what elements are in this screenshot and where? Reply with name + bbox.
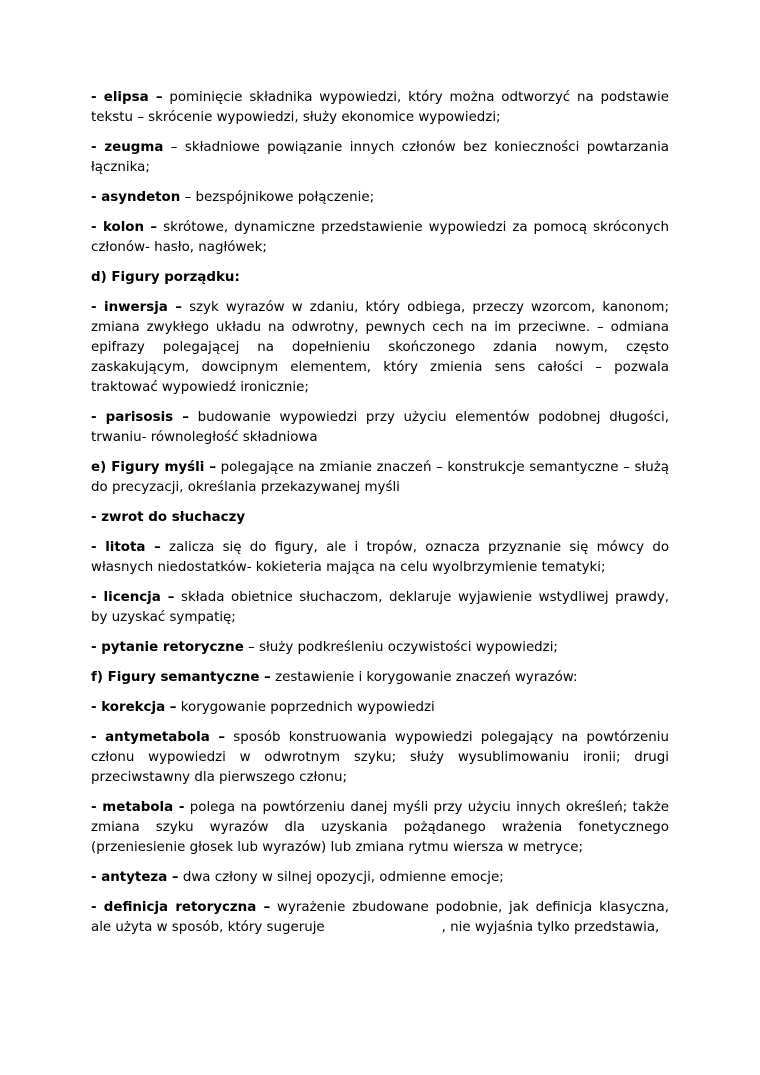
section-heading: f) Figury semantyczne – bbox=[91, 670, 271, 685]
term-label: - definicja retoryczna – bbox=[91, 900, 271, 915]
paragraph-parisosis bbox=[91, 408, 669, 448]
definition-text: skrótowe, dynamiczne przedstawienie wypowiedzi za pomocą skróconych członów- hasło, nagłówek; bbox=[91, 220, 669, 255]
paragraph-antyteza bbox=[91, 868, 669, 888]
definition-text: polegające na zmianie znaczeń – konstrukcje semantyczne – służą do precyzacji, określania przekazywanej myśli bbox=[91, 460, 669, 495]
paragraph-zeugma bbox=[91, 138, 669, 178]
definition-text: korygowanie poprzednich wypowiedzi bbox=[176, 700, 435, 715]
paragraph-elipsa bbox=[91, 88, 669, 128]
paragraph-korekcja bbox=[91, 698, 669, 718]
section-heading-figury-mysli bbox=[91, 458, 669, 498]
definition-text: sposób konstruowania wypowiedzi polegający na powtórzeniu członu wypowiedzi w odwrotnym szyku; służy wysublimowaniu ironii; drugi przeciwstawny dla pierwszego członu; bbox=[91, 730, 669, 785]
paragraph-zwrot-do-sluchaczy bbox=[91, 508, 669, 528]
definition-text: polega na powtórzeniu danej myśli przy użyciu innych określeń; także zmiana szyku wyrazów dla uzyskania pożądanego wrażenia fonetycznego (przeniesienie głosek lub wyrazów) lub zmiana rytmu wiersza w metryce; bbox=[91, 800, 670, 855]
section-heading: e) Figury myśli – bbox=[91, 460, 217, 475]
definition-text: – służy podkreśleniu oczywistości wypowiedzi; bbox=[243, 640, 558, 655]
paragraph-kolon bbox=[91, 218, 669, 258]
term-label: - litota – bbox=[91, 540, 161, 555]
section-heading: d) Figury porządku: bbox=[91, 270, 240, 285]
term-label: - licencja – bbox=[91, 590, 175, 605]
section-heading-figury-semantyczne bbox=[91, 668, 669, 688]
term-label: - antymetabola – bbox=[91, 730, 226, 745]
definition-text: dwa człony w silnej opozycji, odmienne emocje; bbox=[178, 870, 504, 885]
section-heading-figury-porzadku bbox=[91, 268, 669, 288]
definition-text: składa obietnice słuchaczom, deklaruje wyjawienie wstydliwej prawdy, by uzyskać sympatię; bbox=[91, 590, 669, 625]
term-label: - zeugma bbox=[91, 140, 164, 155]
definition-text-continued: , nie wyjaśnia tylko przedstawia, bbox=[441, 920, 660, 935]
paragraph-litota bbox=[91, 538, 669, 578]
document-page bbox=[91, 88, 669, 948]
definition-text: szyk wyrazów w zdaniu, który odbiega, przeczy wzorcom, kanonom; zmiana zwykłego układu na odwrotny, pewnych cech na im przeciwne. – odmiana epifrazy polegającej na dopełnieniu skończonego zdania nowym, często zaskakującym, dowcipnym elementem, który zmienia sens całości – pozwala traktować wypowiedź ironicznie; bbox=[91, 300, 669, 395]
term-label: - elipsa – bbox=[91, 90, 163, 105]
definition-text: budowanie wypowiedzi przy użyciu elementów podobnej długości, trwaniu- równoległość składniowa bbox=[91, 410, 669, 445]
term-label: - parisosis – bbox=[91, 410, 189, 425]
paragraph-asyndeton bbox=[91, 188, 669, 208]
definition-text: pominięcie składnika wypowiedzi, który można odtworzyć na podstawie tekstu – skrócenie wypowiedzi, służy ekonomice wypowiedzi; bbox=[91, 90, 669, 125]
paragraph-definicja-retoryczna bbox=[91, 898, 669, 938]
term-label: - pytanie retoryczne bbox=[91, 640, 244, 655]
definition-text: – bezspójnikowe połączenie; bbox=[180, 190, 375, 205]
paragraph-antymetabola bbox=[91, 728, 669, 788]
term-label: - asyndeton bbox=[91, 190, 181, 205]
definition-text: wyrażenie zbudowane podobnie, jak definicja klasyczna, ale użyta w sposób, który sugeruje bbox=[91, 900, 670, 935]
term-label: - kolon – bbox=[91, 220, 158, 235]
term-label: - inwersja – bbox=[91, 300, 182, 315]
definition-text: zestawienie i korygowanie znaczeń wyrazów: bbox=[270, 670, 578, 685]
paragraph-licencja bbox=[91, 588, 669, 628]
term-label: - korekcja – bbox=[91, 700, 177, 715]
term-label: - antyteza – bbox=[91, 870, 179, 885]
term-label: - zwrot do słuchaczy bbox=[91, 510, 246, 525]
term-label: - metabola - bbox=[91, 800, 185, 815]
paragraph-pytanie-retoryczne bbox=[91, 638, 669, 658]
definition-text: zalicza się do figury, ale i tropów, oznacza przyznanie się mówcy do własnych niedostatków- kokieteria mająca na celu wyolbrzymienie tematyki; bbox=[91, 540, 670, 575]
paragraph-metabola bbox=[91, 798, 669, 858]
definition-text: – składniowe powiązanie innych członów bez konieczności powtarzania łącznika; bbox=[91, 140, 669, 175]
paragraph-inwersja bbox=[91, 298, 669, 398]
